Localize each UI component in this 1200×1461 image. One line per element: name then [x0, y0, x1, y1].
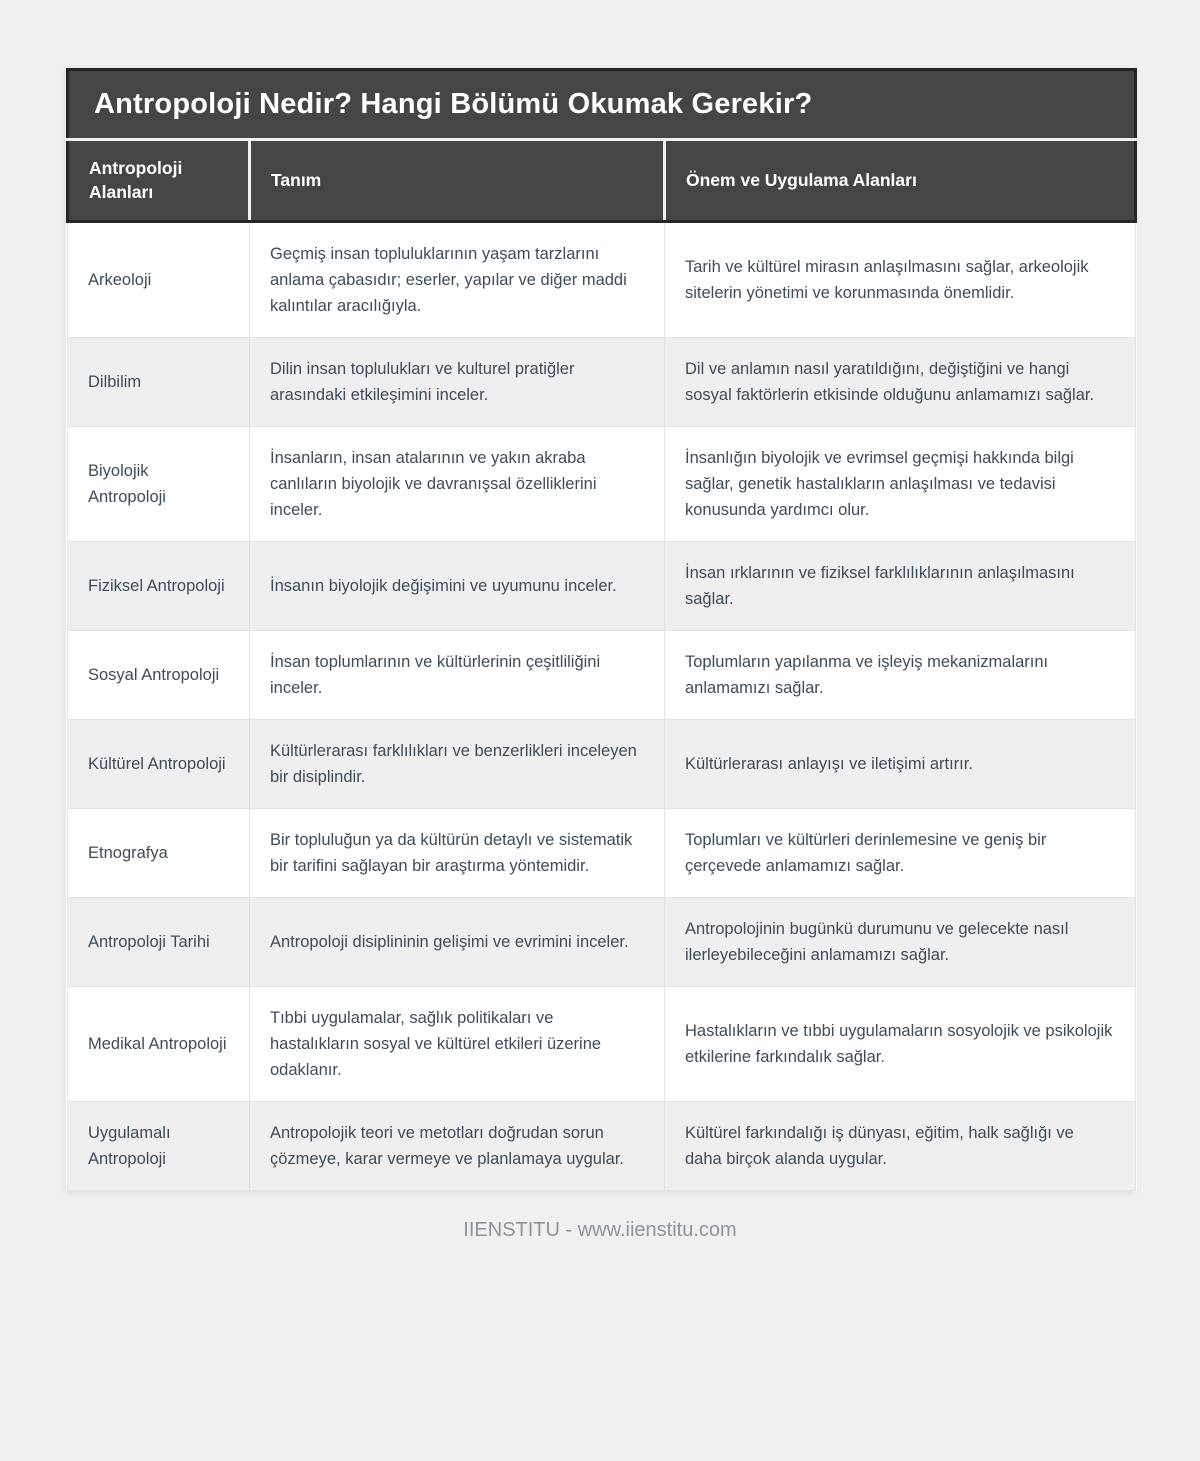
field-name-cell: Kültürel Antropoloji — [68, 720, 250, 809]
importance-cell: Toplumları ve kültürleri derinlemesine ve geniş bir çerçevede anlamamızı sağlar. — [665, 809, 1136, 898]
importance-cell: İnsan ırklarının ve fiziksel farklılıklarının anlaşılmasını sağlar. — [665, 542, 1136, 631]
table-body — [68, 222, 1136, 1191]
definition-cell: İnsanların, insan atalarının ve yakın akraba canlıların biyolojik ve davranışsal özelliklerini inceler. — [250, 427, 665, 542]
field-name-cell: Uygulamalı Antropoloji — [68, 1102, 250, 1191]
table-row — [68, 1102, 1136, 1191]
field-name-cell: Dilbilim — [68, 338, 250, 427]
field-name-cell: Etnografya — [68, 809, 250, 898]
definition-cell: İnsanın biyolojik değişimini ve uyumunu inceler. — [250, 542, 665, 631]
anthropology-table-card — [66, 68, 1134, 1191]
column-header-definition: Tanım — [250, 140, 665, 222]
table-row — [68, 631, 1136, 720]
column-header-row — [68, 140, 1136, 222]
definition-cell: Antropoloji disiplininin gelişimi ve evrimini inceler. — [250, 898, 665, 987]
column-header-importance: Önem ve Uygulama Alanları — [665, 140, 1136, 222]
importance-cell: Hastalıkların ve tıbbi uygulamaların sosyolojik ve psikolojik etkilerine farkındalık sağlar. — [665, 987, 1136, 1102]
table-row — [68, 427, 1136, 542]
field-name-cell: Fiziksel Antropoloji — [68, 542, 250, 631]
definition-cell: Antropolojik teori ve metotları doğrudan sorun çözmeye, karar vermeye ve planlamaya uygular. — [250, 1102, 665, 1191]
definition-cell: Kültürlerarası farklılıkları ve benzerlikleri inceleyen bir disiplindir. — [250, 720, 665, 809]
table-row — [68, 987, 1136, 1102]
definition-cell: Tıbbi uygulamalar, sağlık politikaları ve hastalıkların sosyal ve kültürel etkileri üzerine odaklanır. — [250, 987, 665, 1102]
definition-cell: Dilin insan toplulukları ve kulturel pratiğler arasındaki etkileşimini inceler. — [250, 338, 665, 427]
table-row — [68, 542, 1136, 631]
importance-cell: Tarih ve kültürel mirasın anlaşılmasını sağlar, arkeolojik sitelerin yönetimi ve korunmasında önemlidir. — [665, 222, 1136, 338]
importance-cell: Toplumların yapılanma ve işleyiş mekanizmalarını anlamamızı sağlar. — [665, 631, 1136, 720]
table-row — [68, 898, 1136, 987]
importance-cell: Kültürlerarası anlayışı ve iletişimi artırır. — [665, 720, 1136, 809]
field-name-cell: Arkeoloji — [68, 222, 250, 338]
importance-cell: İnsanlığın biyolojik ve evrimsel geçmişi hakkında bilgi sağlar, genetik hastalıkların anlaşılması ve tedavisi konusunda yardımcı olur. — [665, 427, 1136, 542]
page-title: Antropoloji Nedir? Hangi Bölümü Okumak Gerekir? — [68, 70, 1136, 140]
definition-cell: Geçmiş insan topluluklarının yaşam tarzlarını anlama çabasıdır; eserler, yapılar ve diğer maddi kalıntılar aracılığıyla. — [250, 222, 665, 338]
importance-cell: Kültürel farkındalığı iş dünyası, eğitim, halk sağlığı ve daha birçok alanda uygular. — [665, 1102, 1136, 1191]
column-header-fields: Antropoloji Alanları — [68, 140, 250, 222]
table-row — [68, 338, 1136, 427]
field-name-cell: Sosyal Antropoloji — [68, 631, 250, 720]
definition-cell: İnsan toplumlarının ve kültürlerinin çeşitliliğini inceler. — [250, 631, 665, 720]
field-name-cell: Antropoloji Tarihi — [68, 898, 250, 987]
table-head — [68, 70, 1136, 222]
importance-cell: Dil ve anlamın nasıl yaratıldığını, değiştiğini ve hangi sosyal faktörlerin etkisinde olduğunu anlamamızı sağlar. — [665, 338, 1136, 427]
table-row — [68, 809, 1136, 898]
title-row — [68, 70, 1136, 140]
table-row — [68, 222, 1136, 338]
footer-credit: IIENSTITU - www.iienstitu.com — [463, 1219, 737, 1242]
definition-cell: Bir topluluğun ya da kültürün detaylı ve sistematik bir tarifini sağlayan bir araştırma yöntemidir. — [250, 809, 665, 898]
field-name-cell: Medikal Antropoloji — [68, 987, 250, 1102]
importance-cell: Antropolojinin bugünkü durumunu ve gelecekte nasıl ilerleyebileceğini anlamamızı sağlar. — [665, 898, 1136, 987]
field-name-cell: Biyolojik Antropoloji — [68, 427, 250, 542]
anthropology-table — [66, 68, 1137, 1191]
table-row — [68, 720, 1136, 809]
